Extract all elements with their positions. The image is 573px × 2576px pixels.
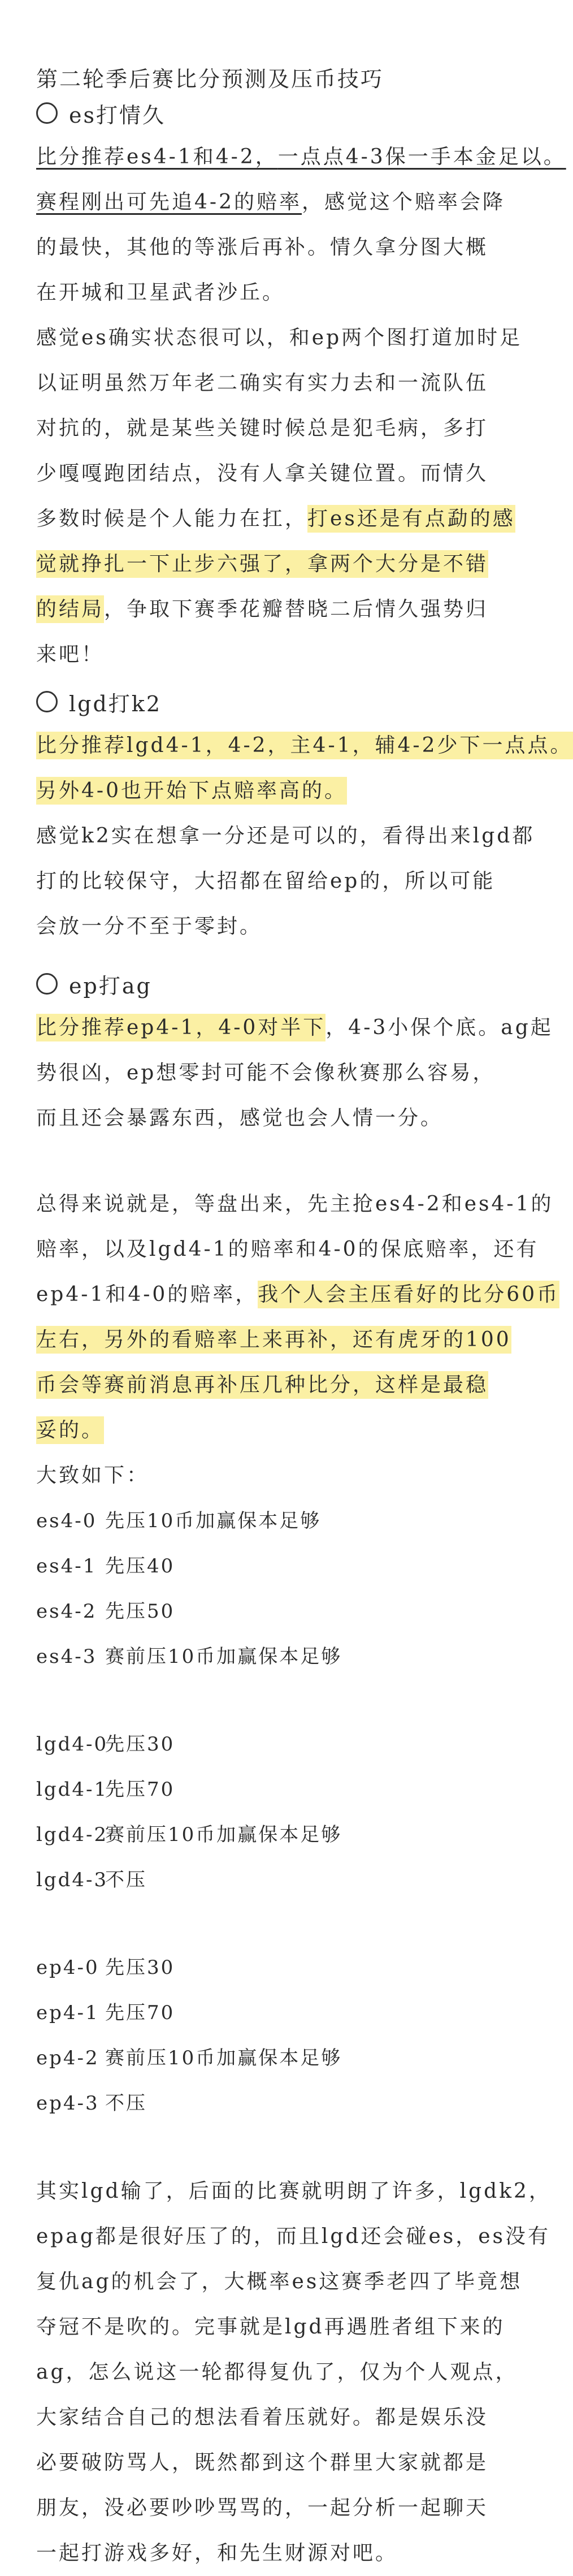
text-line: 必要破防骂人，既然都到这个群里大家就都是 bbox=[36, 2451, 489, 2474]
bet-plan: 先压10币加赢保本足够 bbox=[105, 1510, 322, 1532]
bet-row bbox=[36, 1589, 500, 1634]
text-line bbox=[36, 1453, 500, 1498]
bet-plan: 赛前压10币加赢保本足够 bbox=[105, 2047, 342, 2069]
underlined-text: 比分推荐es4-1和4-2， bbox=[36, 145, 278, 168]
bet-score: es4-3 bbox=[36, 1645, 97, 1668]
section-body-ep bbox=[36, 1005, 553, 1141]
text-span: ，4-3小保个底。ag起 bbox=[325, 1016, 553, 1039]
bet-plan: 赛前压10币加赢保本足够 bbox=[105, 1823, 342, 1846]
section-heading-text: lgd打k2 bbox=[69, 691, 162, 716]
text-span: 的最快，其他的等涨后再补。情久拿分图大概 bbox=[36, 236, 489, 259]
highlighted-text: 另外4-0也开始下点赔率高的。 bbox=[36, 777, 347, 805]
summary-paragraph bbox=[36, 1182, 560, 1498]
text-line bbox=[36, 1005, 553, 1051]
text-line bbox=[36, 768, 500, 814]
text-line bbox=[36, 632, 500, 677]
bet-row bbox=[36, 1498, 500, 1544]
text-line bbox=[36, 225, 500, 270]
text-line bbox=[36, 1182, 554, 1227]
text-line bbox=[36, 587, 500, 632]
bet-score: ep4-2 bbox=[36, 2047, 99, 2069]
text-line bbox=[36, 361, 500, 406]
text-line: 一起打游戏多好，和先生财源对吧。 bbox=[36, 2542, 398, 2565]
text-line bbox=[36, 1408, 500, 1453]
text-line bbox=[36, 1363, 500, 1408]
text-span: 来吧！ bbox=[36, 643, 105, 666]
bet-plan: 不压 bbox=[105, 1869, 147, 1891]
bet-row bbox=[36, 2081, 500, 2126]
highlighted-text: 觉就挣扎一下止步六强了，拿两个大分是不错 bbox=[36, 550, 488, 578]
text-span: 赔率，以及lgd4-1的赔率和4-0的保底赔率，还有 bbox=[36, 1238, 539, 1261]
text-line: 复仇ag的机会了，大概率es这赛季老四了毕竟想 bbox=[36, 2270, 523, 2293]
text-span: 多数时候是个人能力在扛， bbox=[36, 507, 308, 530]
bet-row bbox=[36, 1634, 500, 1679]
text-span: ep4-1和4-0的赔率， bbox=[36, 1283, 258, 1306]
section-heading-es bbox=[36, 97, 166, 129]
text-span: 在开城和卫星武者沙丘。 bbox=[36, 281, 285, 304]
bet-list-es bbox=[36, 1498, 500, 1679]
highlighted-text: 比分推荐ep4-1，4-0对半下 bbox=[36, 1014, 325, 1041]
text-line bbox=[36, 451, 500, 496]
bet-plan: 先压50 bbox=[105, 1600, 175, 1623]
text-line bbox=[36, 315, 523, 361]
bet-plan: 先压70 bbox=[105, 1778, 175, 1801]
text-span: 会放一分不至于零封。 bbox=[36, 915, 263, 938]
bet-plan: 先压70 bbox=[105, 2002, 175, 2024]
bet-row bbox=[36, 1812, 500, 1857]
text-line: 其实lgd输了，后面的比赛就明朗了许多，lgdk2， bbox=[36, 2180, 552, 2203]
bet-row bbox=[36, 2035, 500, 2081]
article-title: 第二轮季后赛比分预测及压币技巧 bbox=[36, 67, 384, 92]
text-span: 感觉es确实状态很可以，和ep两个图打道加时足 bbox=[36, 326, 523, 349]
bet-row bbox=[36, 1767, 500, 1812]
text-line bbox=[36, 496, 515, 542]
bet-plan: 赛前压10币加赢保本足够 bbox=[105, 1645, 342, 1668]
text-line bbox=[36, 135, 566, 180]
text-line: 大家结合自己的想法看着压就好。都是娱乐没 bbox=[36, 2406, 489, 2429]
bet-score: es4-1 bbox=[36, 1555, 97, 1577]
highlighted-text: 打es还是有点勐的感 bbox=[307, 505, 515, 533]
bet-plan: 先压30 bbox=[105, 1956, 175, 1979]
text-line bbox=[36, 270, 500, 315]
underlined-text: 赛程刚出可先追4-2的赔率 bbox=[36, 191, 302, 214]
text-span: 而且还会暴露东西，感觉也会人情一分。 bbox=[36, 1107, 444, 1130]
text-line bbox=[36, 904, 500, 949]
bet-score: ep4-0 bbox=[36, 1956, 99, 1979]
bet-plan: 先压40 bbox=[105, 1555, 175, 1577]
text-span: ，争取下赛季花瓣替晓二后情久强势归 bbox=[104, 598, 489, 621]
text-line bbox=[36, 1096, 500, 1141]
bet-row bbox=[36, 1722, 500, 1767]
bet-list-ep bbox=[36, 1945, 500, 2126]
bullet-circle-icon bbox=[36, 102, 58, 124]
highlighted-text: 左右，另外的看赔率上来再补，还有虎牙的100 bbox=[36, 1326, 511, 1354]
highlighted-text: 我个人会主压看好的比分60币 bbox=[258, 1281, 559, 1308]
bet-score: lgd4-2 bbox=[36, 1823, 108, 1846]
text-line: ag，怎么说这一轮都得复仇了，仅为个人观点， bbox=[36, 2361, 518, 2384]
highlighted-text: 比分推荐lgd4-1，4-2，主4-1，辅4-2少下一点点。 bbox=[36, 732, 573, 759]
text-line bbox=[36, 1227, 539, 1272]
section-heading-ep bbox=[36, 968, 152, 1000]
text-line bbox=[36, 859, 500, 904]
text-line bbox=[36, 814, 535, 859]
bet-row bbox=[36, 1544, 500, 1589]
section-heading-text: ep打ag bbox=[69, 973, 152, 999]
bet-score: es4-0 bbox=[36, 1510, 97, 1532]
bet-row bbox=[36, 1857, 500, 1903]
highlighted-text: 的结局 bbox=[36, 595, 104, 623]
underlined-text: 一点点4-3保一手本金足以。 bbox=[277, 145, 566, 168]
text-line: 夺冠不是吹的。完事就是lgd再遇胜者组下来的 bbox=[36, 2315, 505, 2339]
text-line: epag都是很好压了的，而且lgd还会碰es，es没有 bbox=[36, 2225, 551, 2248]
text-span: 总得来说就是，等盘出来，先主抢es4-2和es4-1的 bbox=[36, 1192, 554, 1216]
bet-list-lgd bbox=[36, 1722, 500, 1903]
bet-score: ep4-1 bbox=[36, 2002, 99, 2024]
text-line bbox=[36, 1317, 511, 1363]
text-line: 朋友，没必要吵吵骂骂的，一起分析一起聊天 bbox=[36, 2496, 489, 2519]
text-span: 少嘎嘎跑团结点，没有人拿关键位置。而情久 bbox=[36, 462, 489, 485]
section-heading-text: es打情久 bbox=[69, 102, 166, 128]
bet-score: lgd4-1 bbox=[36, 1778, 108, 1801]
bet-score: es4-2 bbox=[36, 1600, 97, 1623]
text-line bbox=[36, 542, 500, 587]
bet-score: lgd4-0 bbox=[36, 1733, 108, 1756]
text-line bbox=[36, 180, 505, 225]
bet-plan: 不压 bbox=[105, 2092, 147, 2115]
text-line bbox=[36, 406, 500, 451]
bullet-circle-icon bbox=[36, 691, 58, 712]
highlighted-text: 币会等赛前消息再补压几种比分，这样是最稳 bbox=[36, 1371, 488, 1399]
section-heading-lgd bbox=[36, 686, 162, 718]
bet-row bbox=[36, 1990, 500, 2035]
text-span: 以证明虽然万年老二确实有实力去和一流队伍 bbox=[36, 371, 489, 395]
text-span: 大致如下： bbox=[36, 1464, 150, 1487]
text-span: 感觉k2实在想拿一分还是可以的，看得出来lgd都 bbox=[36, 824, 535, 848]
text-span: 打的比较保守，大招都在留给ep的，所以可能 bbox=[36, 870, 496, 893]
text-line bbox=[36, 1272, 560, 1317]
text-line bbox=[36, 1051, 500, 1096]
text-line bbox=[36, 723, 573, 768]
bet-row bbox=[36, 1945, 500, 1990]
closing-paragraph bbox=[36, 2169, 552, 2576]
highlighted-text: 妥的。 bbox=[36, 1416, 104, 1444]
text-span: 势很凶，ep想零封可能不会像秋赛那么容易， bbox=[36, 1061, 496, 1084]
section-body-lgd bbox=[36, 723, 573, 949]
bet-score: ep4-3 bbox=[36, 2092, 99, 2115]
bet-score: lgd4-3 bbox=[36, 1869, 108, 1891]
bet-plan: 先压30 bbox=[105, 1733, 175, 1756]
text-span: ，感觉这个赔率会降 bbox=[301, 191, 505, 214]
section-body-es bbox=[36, 135, 566, 677]
text-span: 对抗的，就是某些关键时候总是犯毛病，多打 bbox=[36, 417, 489, 440]
bullet-circle-icon bbox=[36, 973, 58, 995]
